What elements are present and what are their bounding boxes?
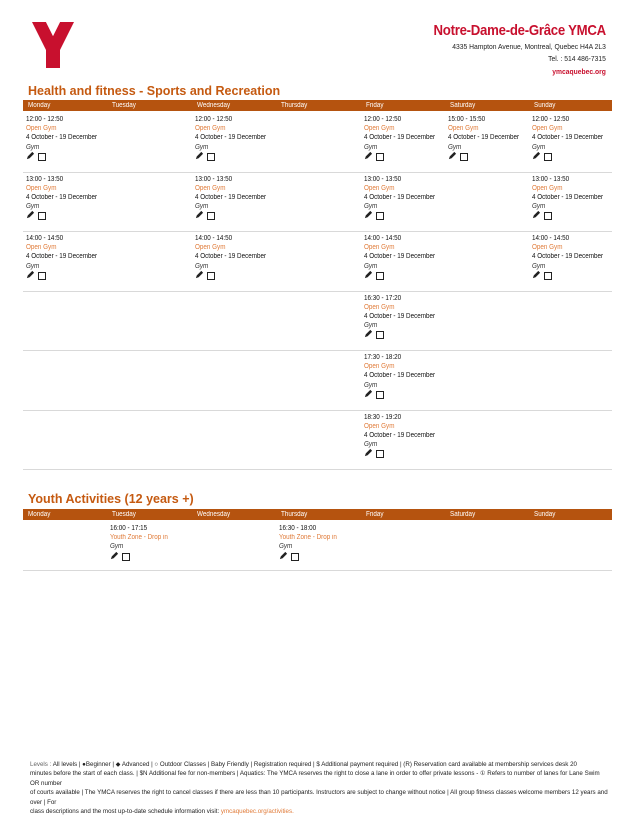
day-header-thursday: Thursday — [281, 511, 308, 518]
registration-required-icon — [195, 210, 204, 222]
class-icons — [364, 211, 443, 221]
section-title-health: Health and fitness - Sports and Recreation — [28, 84, 281, 98]
class-time: 12:00 - 12:50 — [364, 116, 402, 123]
schedule-row — [23, 351, 612, 411]
class-time: 13:00 - 13:50 — [364, 175, 402, 183]
class-entry-monday[interactable] — [26, 234, 105, 281]
registration-required-icon — [195, 270, 204, 282]
class-dates: 4 October - 19 December — [26, 134, 98, 142]
class-entry-saturday[interactable] — [448, 115, 527, 162]
class-location: Gym — [448, 143, 462, 151]
day-header-bar-2 — [23, 509, 612, 520]
org-address: 4335 Hampton Avenue, Montreal, Quebec H4A 2L3 — [452, 42, 606, 51]
class-entry-sunday[interactable] — [532, 234, 611, 281]
registration-required-icon — [26, 270, 35, 282]
class-dates: 4 October - 19 December — [448, 134, 520, 142]
legend-line-4: class descriptions and the most up-to-date schedule information visit: — [30, 808, 220, 816]
schedule-row — [23, 173, 612, 233]
registration-required-icon — [532, 210, 541, 222]
class-location: Gym — [195, 262, 209, 270]
schedule-youth — [23, 522, 612, 571]
class-entry-friday[interactable] — [364, 294, 443, 341]
class-entry-monday[interactable] — [26, 115, 105, 162]
class-location: Gym — [279, 543, 293, 551]
all-levels-icon — [376, 391, 384, 399]
class-dates: 4 October - 19 December — [364, 431, 436, 439]
class-time: 13:00 - 13:50 — [195, 175, 233, 183]
class-dates: 4 October - 19 December — [532, 253, 604, 261]
day-header-monday: Monday — [28, 102, 51, 109]
class-time: 16:30 - 18:00 — [279, 525, 317, 532]
class-activity: Open Gym — [26, 244, 57, 252]
levels-label: Levels : — [30, 761, 52, 768]
day-header-wednesday: Wednesday — [197, 511, 231, 518]
registration-required-icon — [364, 151, 373, 163]
class-entry-thursday[interactable] — [279, 524, 343, 562]
all-levels-icon — [544, 212, 552, 220]
class-location: Gym — [364, 203, 378, 211]
all-levels-icon — [460, 153, 468, 161]
class-dates: 4 October - 19 December — [364, 134, 436, 142]
class-location: Gym — [364, 381, 378, 389]
class-activity: Open Gym — [364, 244, 395, 252]
class-dates: 4 October - 19 December — [26, 193, 98, 201]
day-header-thursday: Thursday — [281, 102, 308, 109]
registration-required-icon — [364, 329, 373, 341]
registration-required-icon — [364, 210, 373, 222]
legend-line-2: minutes before the start of each class. | $N Additional fee for non-members | Aquatics: The YMCA reserves the right to close a lane in order to offer private lessons - ① Refers to number of lanes for Lane Swim OR number — [30, 770, 600, 787]
day-header-bar-1 — [23, 100, 612, 111]
class-time: 18:30 - 19:20 — [364, 413, 402, 421]
class-icons — [532, 152, 611, 162]
class-time: 17:30 - 18:20 — [364, 354, 402, 361]
class-icons — [532, 271, 611, 281]
all-levels-icon — [376, 331, 384, 339]
class-activity: Open Gym — [364, 363, 395, 371]
day-header-friday: Friday — [366, 102, 384, 109]
day-header-tuesday: Tuesday — [112, 102, 136, 109]
registration-required-icon — [448, 151, 457, 163]
class-activity: Youth Zone - Drop in — [279, 534, 337, 542]
class-dates: 4 October - 19 December — [195, 253, 267, 261]
class-icons — [195, 271, 274, 281]
class-dates: 4 October - 19 December — [364, 193, 436, 201]
class-entry-wednesday[interactable] — [195, 115, 274, 162]
class-activity: Open Gym — [532, 244, 563, 252]
class-location: Gym — [364, 143, 378, 151]
registration-required-icon — [26, 210, 35, 222]
org-phone: Tel. : 514 486-7315 — [548, 54, 606, 63]
section-title-youth: Youth Activities (12 years +) — [28, 492, 194, 506]
legend-footer — [30, 760, 608, 816]
class-activity: Open Gym — [532, 125, 563, 133]
class-location: Gym — [26, 262, 40, 270]
class-time: 13:00 - 13:50 — [532, 175, 570, 183]
class-icons — [26, 152, 105, 162]
class-location: Gym — [364, 322, 378, 330]
registration-required-icon — [532, 270, 541, 282]
class-time: 14:00 - 14:50 — [364, 235, 402, 242]
class-activity: Open Gym — [195, 125, 226, 133]
class-entry-wednesday[interactable] — [195, 175, 274, 222]
all-levels-icon — [207, 153, 215, 161]
class-entry-friday[interactable] — [364, 115, 443, 162]
all-levels-icon — [38, 212, 46, 220]
class-location: Gym — [532, 262, 546, 270]
class-activity: Open Gym — [195, 244, 226, 252]
class-entry-tuesday[interactable] — [110, 524, 174, 562]
class-entry-monday[interactable] — [26, 175, 105, 222]
activities-link[interactable]: ymcaquebec.org/activities. — [220, 808, 294, 816]
all-levels-icon — [544, 272, 552, 280]
class-icons — [364, 152, 443, 162]
class-dates: 4 October - 19 December — [364, 253, 436, 261]
class-dates: 4 October - 19 December — [364, 312, 436, 320]
all-levels-icon — [207, 212, 215, 220]
class-icons — [364, 271, 443, 281]
class-dates: 4 October - 19 December — [532, 193, 604, 201]
class-activity: Open Gym — [364, 303, 395, 311]
class-entry-friday[interactable] — [364, 353, 443, 400]
class-entry-friday[interactable] — [364, 234, 443, 281]
class-time: 15:00 - 15:50 — [448, 116, 486, 123]
registration-required-icon — [110, 551, 119, 563]
class-dates: 4 October - 19 December — [532, 134, 604, 142]
registration-required-icon — [26, 151, 35, 163]
class-icons — [195, 152, 274, 162]
day-header-sunday: Sunday — [534, 102, 556, 109]
class-activity: Open Gym — [364, 125, 395, 133]
all-levels-icon — [544, 153, 552, 161]
class-time: 14:00 - 14:50 — [195, 235, 233, 242]
class-icons — [448, 152, 527, 162]
class-activity: Open Gym — [448, 125, 479, 133]
class-icons — [195, 211, 274, 221]
all-levels-icon — [376, 272, 384, 280]
class-location: Gym — [195, 203, 209, 211]
class-activity: Open Gym — [364, 184, 395, 192]
class-location: Gym — [110, 543, 124, 551]
schedule-row — [23, 411, 612, 471]
schedule-row — [23, 292, 612, 352]
registration-required-icon — [195, 151, 204, 163]
class-time: 12:00 - 12:50 — [26, 116, 64, 123]
schedule-row — [23, 113, 612, 173]
class-activity: Open Gym — [364, 422, 395, 430]
legend-line-1: All levels | ●Beginner | ◆ Advanced | ○ Outdoor Classes | Baby Friendly | Registration required | $ Additional payment required | (R) Reservation card available at membership services desk 20 — [52, 761, 577, 768]
day-header-wednesday: Wednesday — [197, 102, 231, 109]
schedule-row — [23, 232, 612, 292]
class-time: 12:00 - 12:50 — [195, 116, 233, 123]
all-levels-icon — [207, 272, 215, 280]
all-levels-icon — [376, 212, 384, 220]
registration-required-icon — [532, 151, 541, 163]
org-name: Notre-Dame-de-Grâce YMCA — [433, 22, 606, 39]
registration-required-icon — [364, 389, 373, 401]
class-location: Gym — [195, 143, 209, 151]
class-activity: Open Gym — [532, 184, 563, 192]
all-levels-icon — [291, 553, 299, 561]
class-icons — [364, 330, 443, 340]
class-entry-sunday[interactable] — [532, 115, 611, 162]
class-icons — [364, 449, 443, 459]
class-time: 12:00 - 12:50 — [532, 116, 570, 123]
class-location: Gym — [532, 143, 546, 151]
class-icons — [26, 211, 105, 221]
class-activity: Youth Zone - Drop in — [110, 534, 168, 542]
schedule-row — [23, 522, 612, 571]
all-levels-icon — [38, 272, 46, 280]
class-location: Gym — [364, 441, 378, 449]
day-header-sunday: Sunday — [534, 511, 556, 518]
all-levels-icon — [122, 553, 130, 561]
class-dates: 4 October - 19 December — [195, 134, 267, 142]
class-dates: 4 October - 19 December — [364, 372, 436, 380]
class-time: 14:00 - 14:50 — [532, 235, 570, 242]
class-dates: 4 October - 19 December — [195, 193, 267, 201]
class-entry-friday[interactable] — [364, 413, 443, 460]
org-website-link[interactable]: ymcaquebec.org — [552, 67, 606, 76]
class-location: Gym — [364, 262, 378, 270]
class-location: Gym — [26, 203, 40, 211]
registration-required-icon — [364, 448, 373, 460]
class-entry-wednesday[interactable] — [195, 234, 274, 281]
class-entry-friday[interactable] — [364, 175, 443, 222]
class-time: 14:00 - 14:50 — [26, 235, 64, 242]
class-entry-sunday[interactable] — [532, 175, 611, 222]
class-dates: 4 October - 19 December — [26, 253, 98, 261]
day-header-saturday: Saturday — [450, 102, 476, 109]
org-header — [410, 22, 606, 76]
registration-required-icon — [279, 551, 288, 563]
class-location: Gym — [532, 203, 546, 211]
registration-required-icon — [364, 270, 373, 282]
class-time: 16:00 - 17:15 — [110, 525, 148, 532]
class-icons — [26, 271, 105, 281]
class-activity: Open Gym — [26, 184, 57, 192]
all-levels-icon — [376, 153, 384, 161]
class-time: 16:30 - 17:20 — [364, 294, 402, 302]
class-icons — [364, 390, 443, 400]
class-icons — [532, 211, 611, 221]
class-activity: Open Gym — [195, 184, 226, 192]
legend-line-3: of courts available | The YMCA reserves the right to cancel classes if there are less than 10 participants. Instructors are subject to change without notice | All group fitness classes welcome members 12 years and over | For — [30, 789, 608, 806]
day-header-friday: Friday — [366, 511, 384, 518]
ymca-logo — [30, 20, 76, 70]
day-header-monday: Monday — [28, 511, 51, 518]
class-icons — [110, 552, 174, 562]
class-icons — [279, 552, 343, 562]
day-header-saturday: Saturday — [450, 511, 476, 518]
schedule-health — [23, 113, 612, 470]
all-levels-icon — [38, 153, 46, 161]
class-activity: Open Gym — [26, 125, 57, 133]
class-location: Gym — [26, 143, 40, 151]
all-levels-icon — [376, 450, 384, 458]
day-header-tuesday: Tuesday — [112, 511, 136, 518]
class-time: 13:00 - 13:50 — [26, 175, 64, 183]
